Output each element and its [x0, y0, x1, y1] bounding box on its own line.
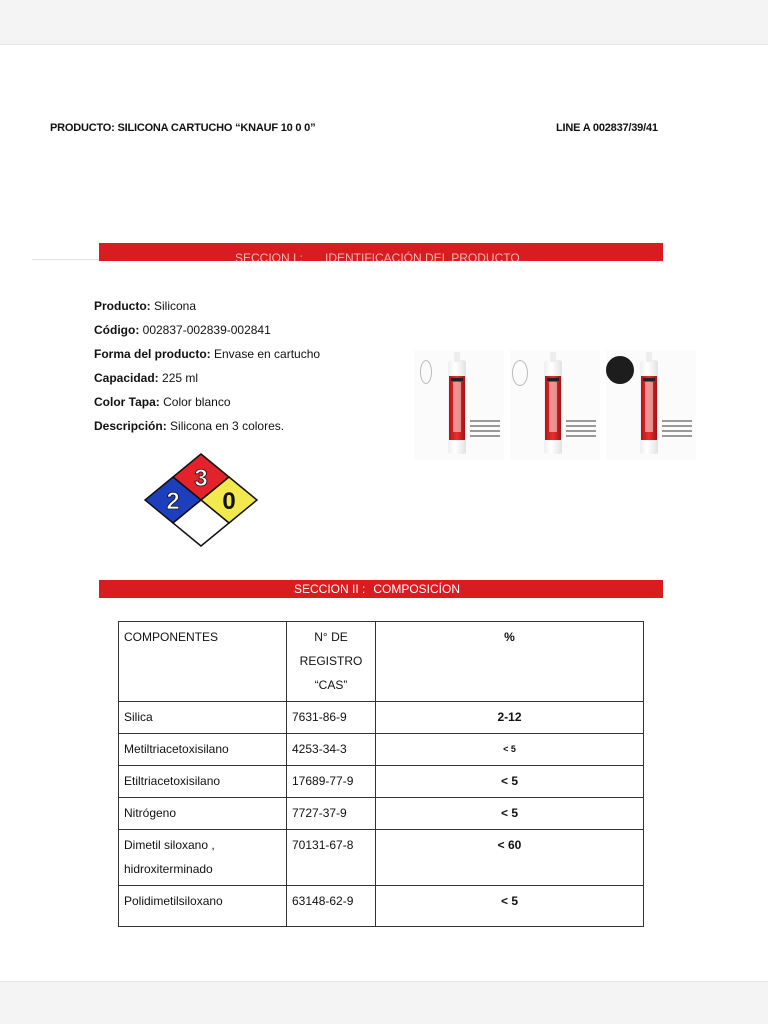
composition-table	[118, 621, 644, 927]
cartridge-icon	[544, 360, 562, 454]
product-images	[414, 350, 696, 460]
product-image-1	[414, 350, 504, 460]
info-descripcion: Descripción: Silicona en 3 colores.	[94, 419, 285, 433]
nfpa-reactivity-value: 0	[222, 488, 236, 515]
white-icon	[420, 360, 432, 384]
section-2-number: SECCION II :	[294, 582, 366, 596]
table-row: Etiltriacetoxisilano 17689-77-9 < 5	[119, 766, 644, 798]
nfpa-health-value: 2	[166, 488, 180, 515]
section-1-title: IDENTIFICACIÓN DEL PRODUCTO	[325, 251, 520, 261]
product-image-2	[510, 350, 600, 460]
line-code: LINE A 002837/39/41	[556, 122, 658, 134]
white-icon	[512, 360, 528, 386]
table-row: Nitrógeno 7727-37-9 < 5	[119, 798, 644, 830]
info-codigo: Código: 002837-002839-002841	[94, 323, 271, 337]
section-1-number: SECCION I :	[235, 251, 304, 261]
header-componentes: COMPONENTES	[119, 622, 287, 702]
black-icon	[606, 356, 634, 384]
section-2-title: COMPOSICÍON	[373, 582, 461, 596]
nfpa-diamond-icon	[144, 452, 258, 548]
table-row: Metiltriacetoxisilano 4253-34-3 < 5	[119, 734, 644, 766]
table-row: Silica 7631-86-9 2-12	[119, 702, 644, 734]
info-producto: Producto: Silicona	[94, 299, 197, 313]
product-header: PRODUCTO: SILICONA CARTUCHO “KNAUF 10 0 0”	[50, 122, 316, 134]
product-image-3	[606, 350, 696, 460]
nfpa-flammability-value: 3	[194, 465, 208, 492]
section-2-bar	[99, 580, 663, 598]
info-forma: Forma del producto: Envase en cartucho	[94, 347, 321, 361]
cartridge-icon	[640, 360, 658, 454]
cartridge-icon	[448, 360, 466, 454]
section-1-bar	[99, 243, 663, 261]
table-row: Dimetil siloxano , hidroxiterminado 70131-67-8 < 60	[119, 830, 644, 886]
header-cas: N° DE REGISTRO “CAS”	[287, 622, 376, 702]
info-capacidad: Capacidad: 225 ml	[94, 371, 199, 385]
table-header-row	[119, 622, 644, 702]
header-percent: %	[376, 622, 644, 702]
info-color-tapa: Color Tapa: Color blanco	[94, 395, 231, 409]
table-row: Polidimetilsiloxano 63148-62-9 < 5	[119, 886, 644, 927]
